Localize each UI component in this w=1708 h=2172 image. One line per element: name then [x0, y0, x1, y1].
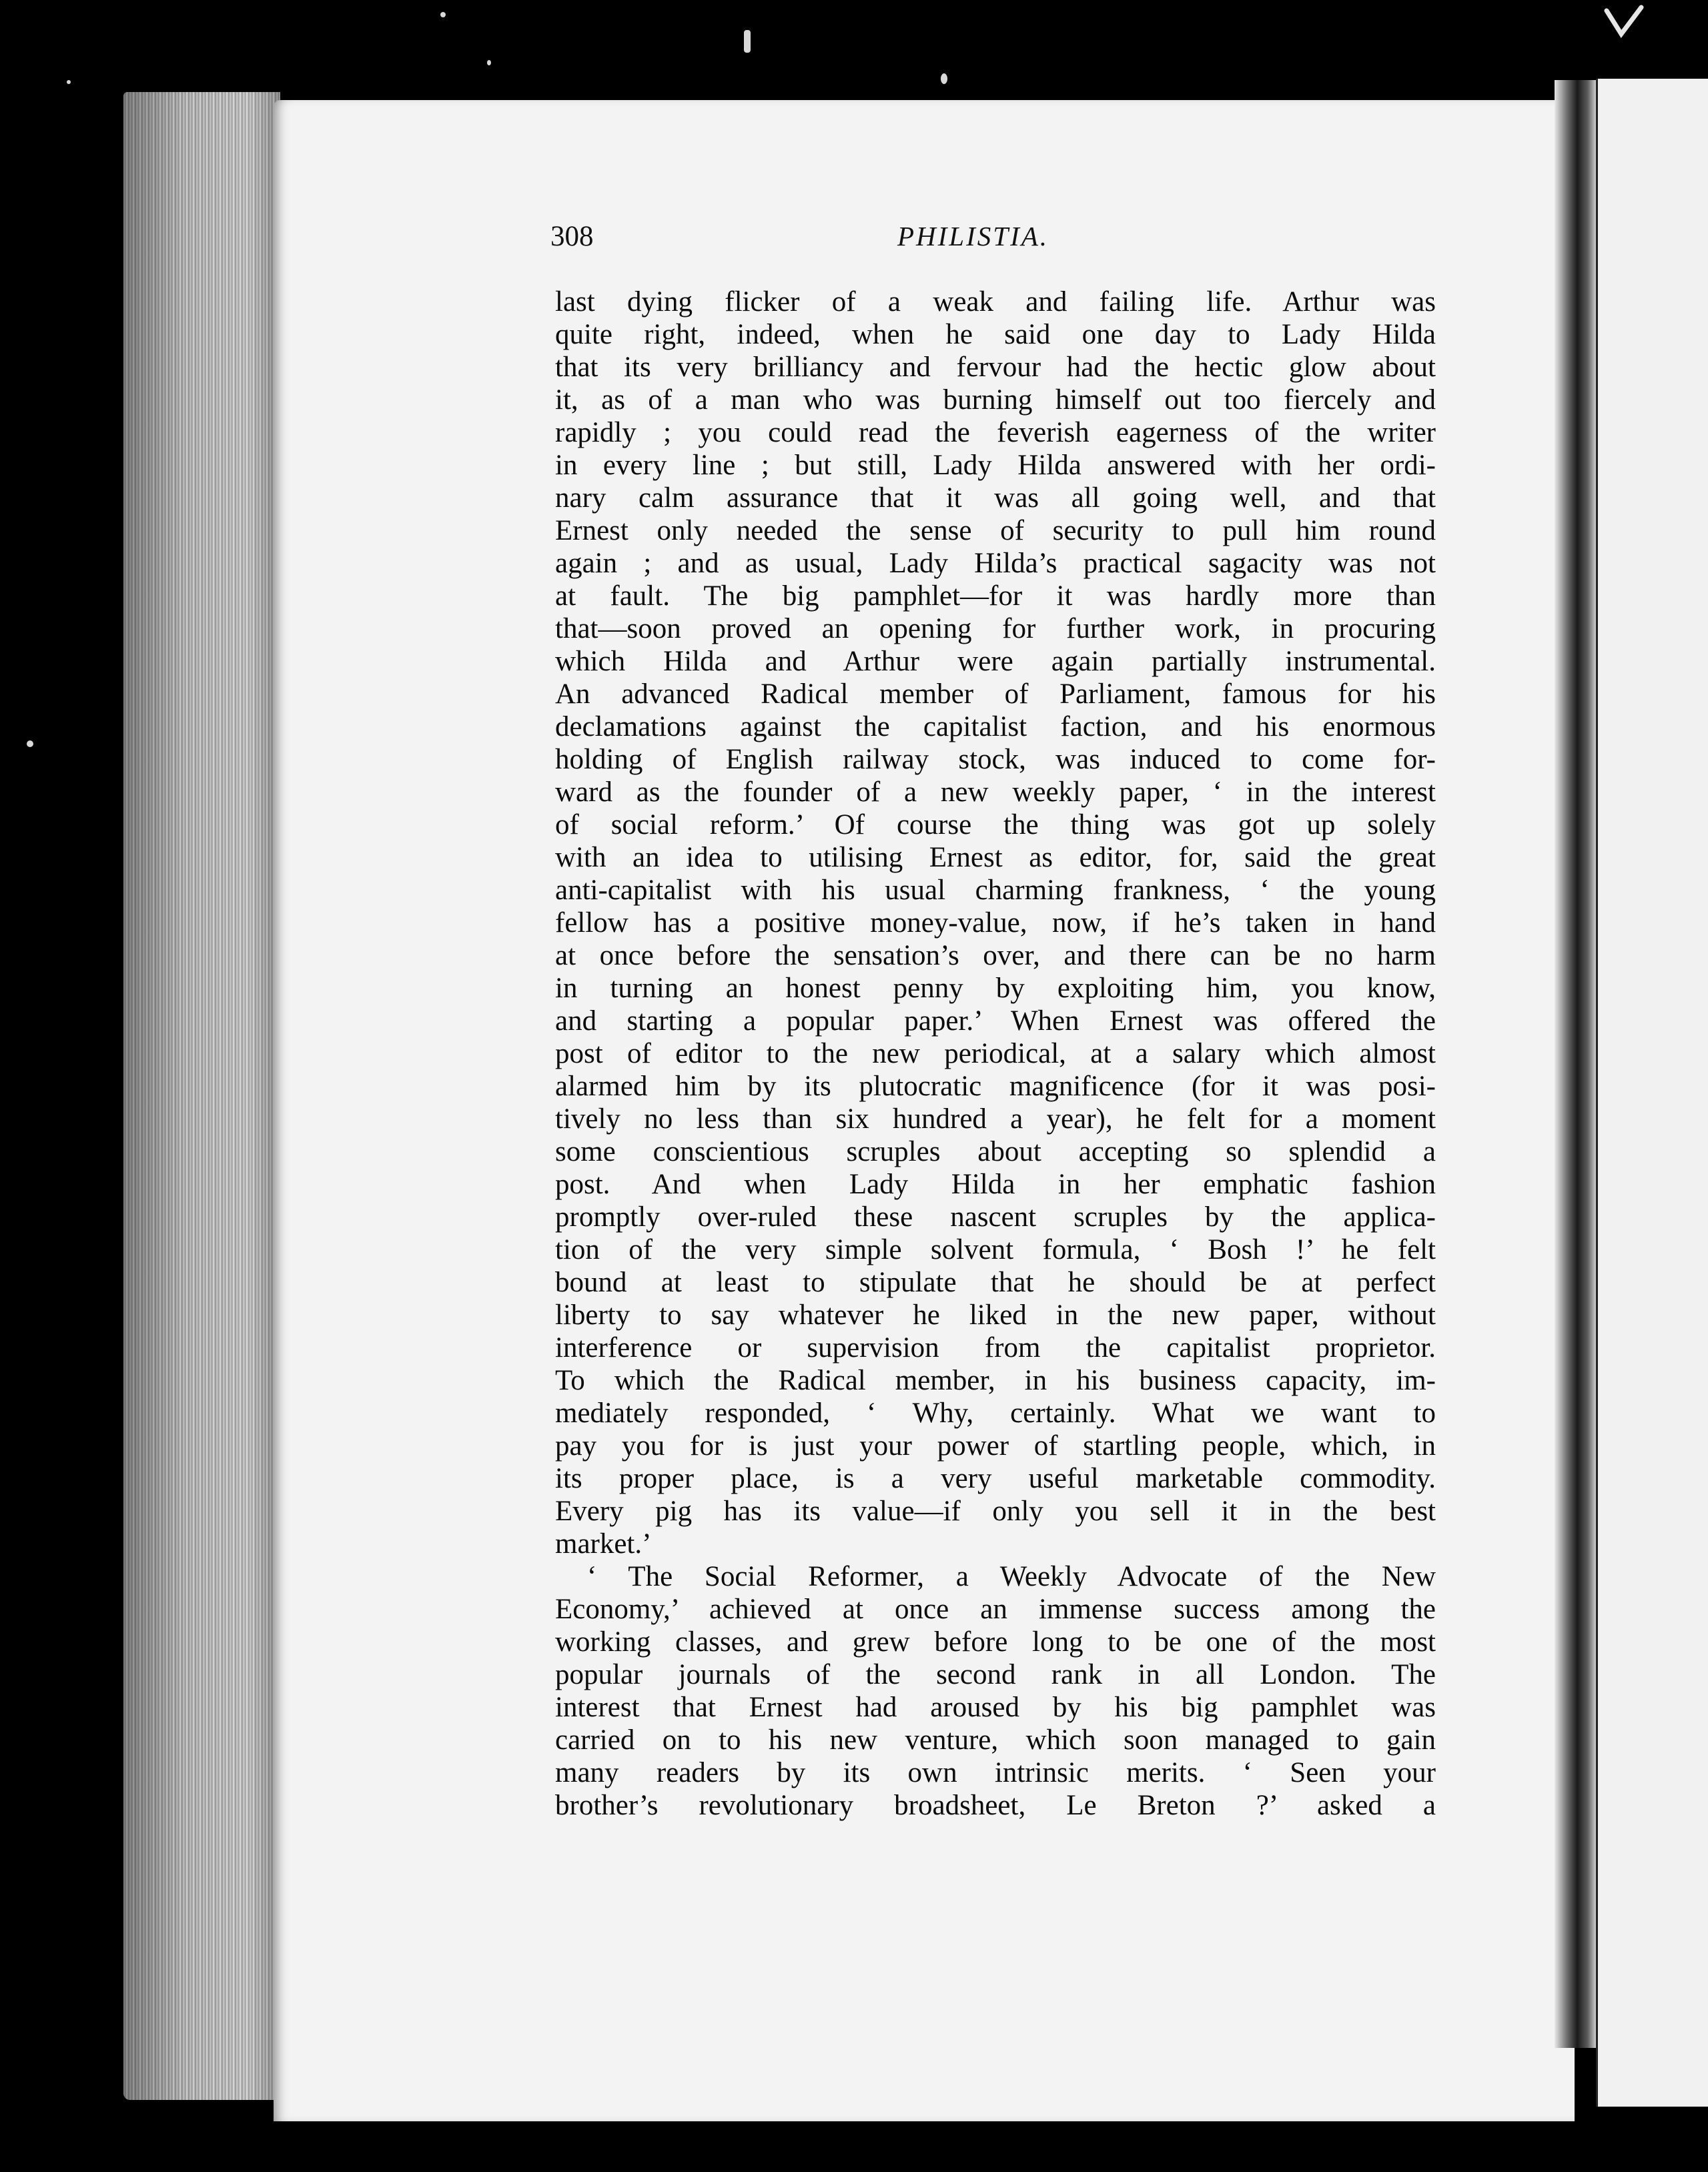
text-line: Economy,’ achieved at once an immense success among the	[555, 1594, 1436, 1625]
text-line: working classes, and grew before long to be one of the most	[555, 1626, 1436, 1658]
text-line: Ernest only needed the sense of security to pull him round	[555, 515, 1436, 546]
check-mark-icon	[1601, 4, 1648, 44]
body-text	[555, 286, 1436, 1822]
text-line: rapidly ; you could read the feverish eagerness of the writer	[555, 417, 1436, 448]
text-line: its proper place, is a very useful marketable commodity.	[555, 1463, 1436, 1494]
text-line: at once before the sensation’s over, and there can be no harm	[555, 940, 1436, 971]
text-line: mediately responded, ‘ Why, certainly. What we want to	[555, 1398, 1436, 1429]
text-line: ward as the founder of a new weekly paper, ‘ in the interest	[555, 776, 1436, 808]
text-line: interest that Ernest had aroused by his big pamphlet was	[555, 1692, 1436, 1723]
text-line: fellow has a positive money-value, now, if he’s taken in hand	[555, 907, 1436, 939]
text-line: promptly over-ruled these nascent scruples by the applica-	[555, 1201, 1436, 1233]
text-line: bound at least to stipulate that he should be at perfect	[555, 1267, 1436, 1298]
dust-speck	[440, 12, 446, 17]
text-line: again ; and as usual, Lady Hilda’s practical sagacity was not	[555, 548, 1436, 579]
text-line: interference or supervision from the capitalist proprietor.	[555, 1332, 1436, 1364]
book-page-edges-shadow	[123, 92, 280, 2100]
text-line: with an idea to utilising Ernest as editor, for, said the great	[555, 842, 1436, 873]
text-line: declamations against the capitalist faction, and his enormous	[555, 711, 1436, 742]
text-line: it, as of a man who was burning himself out too fiercely and	[555, 384, 1436, 416]
text-line: and starting a popular paper.’ When Ernest was offered the	[555, 1005, 1436, 1037]
text-line: many readers by its own intrinsic merits. ‘ Seen your	[555, 1757, 1436, 1788]
book-gutter	[1555, 80, 1596, 2048]
text-line: of social reform.’ Of course the thing was got up solely	[555, 809, 1436, 841]
text-line: tively no less than six hundred a year), he felt for a moment	[555, 1103, 1436, 1135]
running-head	[550, 220, 1438, 260]
text-line: some conscientious scruples about accepting so splendid a	[555, 1136, 1436, 1167]
dust-speck	[67, 80, 71, 84]
text-line: brother’s revolutionary broadsheet, Le Breton ?’ asked a	[555, 1790, 1436, 1821]
page-number: 308	[550, 221, 594, 252]
text-line: that—soon proved an opening for further work, in procuring	[555, 613, 1436, 644]
text-line: An advanced Radical member of Parliament, famous for his	[555, 678, 1436, 710]
dust-speck	[487, 60, 491, 65]
dust-speck	[744, 30, 751, 53]
facing-page	[1596, 79, 1708, 2107]
text-line: holding of English railway stock, was induced to come for-	[555, 744, 1436, 775]
text-line: carried on to his new venture, which soon managed to gain	[555, 1724, 1436, 1756]
text-line: quite right, indeed, when he said one day to Lady Hilda	[555, 319, 1436, 350]
dust-speck	[941, 73, 947, 84]
dust-speck	[27, 740, 33, 747]
text-line: which Hilda and Arthur were again partially instrumental.	[555, 646, 1436, 677]
running-title: PHILISTIA.	[897, 221, 1049, 251]
text-line: post. And when Lady Hilda in her emphatic fashion	[555, 1169, 1436, 1200]
text-line: anti-capitalist with his usual charming frankness, ‘ the young	[555, 875, 1436, 906]
text-line: in turning an honest penny by exploiting him, you know,	[555, 973, 1436, 1004]
text-line: that its very brilliancy and fervour had the hectic glow about	[555, 352, 1436, 383]
text-line: last dying flicker of a weak and failing life. Arthur was	[555, 286, 1436, 318]
text-line: nary calm assurance that it was all going well, and that	[555, 482, 1436, 514]
text-line: To which the Radical member, in his business capacity, im-	[555, 1365, 1436, 1396]
text-line: liberty to say whatever he liked in the new paper, without	[555, 1299, 1436, 1331]
text-line: at fault. The big pamphlet—for it was hardly more than	[555, 580, 1436, 612]
text-line: post of editor to the new periodical, at a salary which almost	[555, 1038, 1436, 1069]
text-line: in every line ; but still, Lady Hilda answered with her ordi-	[555, 450, 1436, 481]
text-line: Every pig has its value—if only you sell it in the best	[555, 1496, 1436, 1527]
text-line: pay you for is just your power of startling people, which, in	[555, 1430, 1436, 1462]
text-line: market.’	[555, 1528, 652, 1560]
text-line: ‘ The Social Reformer, a Weekly Advocate of the New	[587, 1561, 1436, 1592]
text-line: tion of the very simple solvent formula, ‘ Bosh !’ he felt	[555, 1234, 1436, 1265]
text-line: popular journals of the second rank in all London. The	[555, 1659, 1436, 1690]
text-line: alarmed him by its plutocratic magnificence (for it was posi-	[555, 1071, 1436, 1102]
